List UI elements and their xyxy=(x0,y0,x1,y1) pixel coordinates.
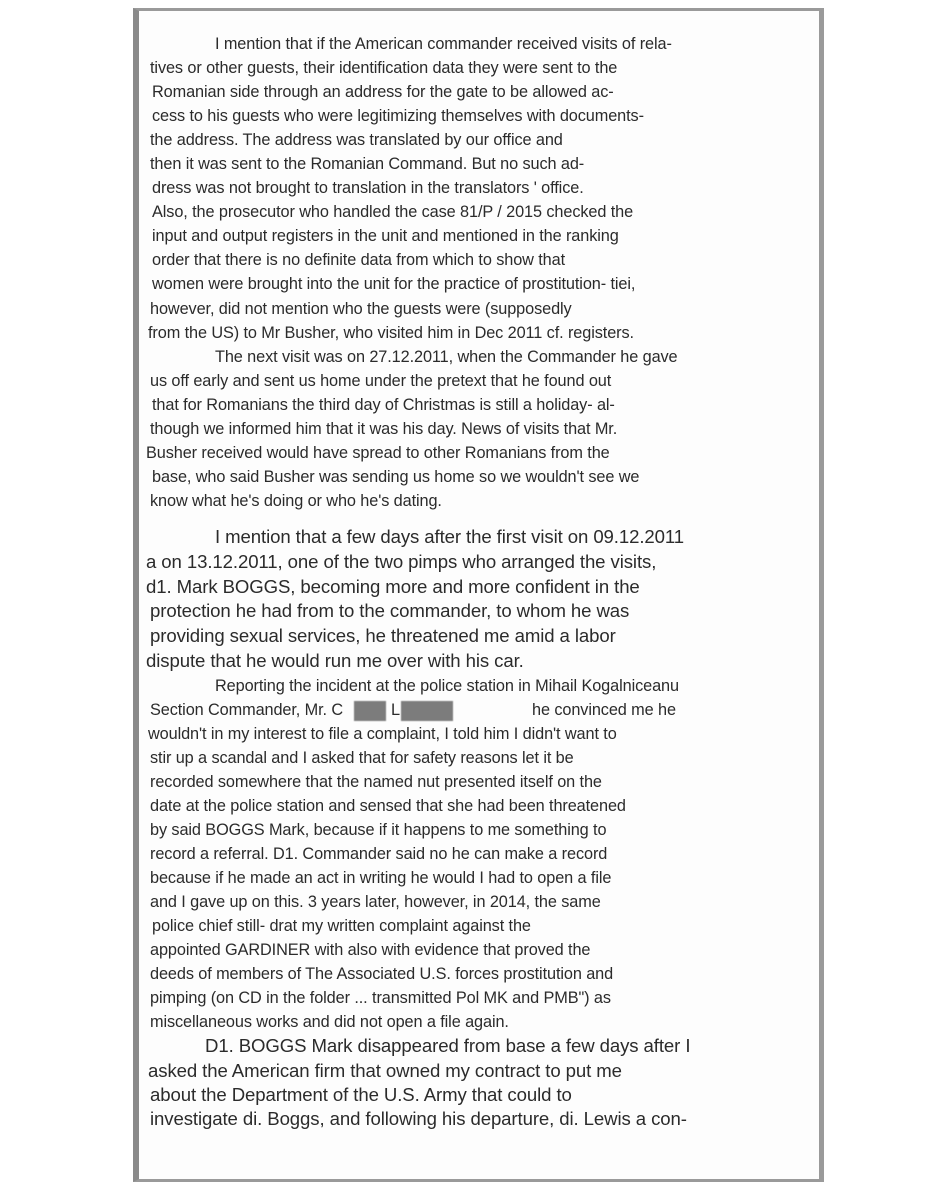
text-line: from the US) to Mr Busher, who visited him in Dec 2011 cf. registers. xyxy=(148,324,634,342)
text-line: then it was sent to the Romanian Command. But no such ad- xyxy=(150,155,585,173)
text-line: that for Romanians the third day of Christmas is still a holiday- al- xyxy=(152,396,615,414)
text-line: Also, the prosecutor who handled the case 81/P / 2015 checked the xyxy=(152,203,634,221)
text-line: wouldn't in my interest to file a complaint, I told him I didn't want to xyxy=(148,725,617,743)
text-line: however, did not mention who the guests were (supposedly xyxy=(150,300,572,318)
text-line: base, who said Busher was sending us home so we wouldn't see we xyxy=(152,468,640,486)
text-line: Section Commander, Mr. C xyxy=(150,701,344,719)
text-line: tives or other guests, their identification data they were sent to the xyxy=(150,59,618,77)
text-line: I mention that if the American commander received visits of rela- xyxy=(215,35,672,53)
text-line: because if he made an act in writing he would I had to open a file xyxy=(150,869,612,887)
text-line: recorded somewhere that the named nut presented itself on the xyxy=(150,773,602,791)
text-line: he convinced me he xyxy=(532,701,676,719)
text-line: I mention that a few days after the first visit on 09.12.2011 xyxy=(215,526,684,547)
text-line: Romanian side through an address for the gate to be allowed ac- xyxy=(152,83,614,101)
text-line: the address. The address was translated by our office and xyxy=(150,131,563,149)
redacted-initial: L xyxy=(391,701,400,719)
text-line: dispute that he would run me over with his car. xyxy=(146,650,524,671)
text-line: D1. BOGGS Mark disappeared from base a few days after I xyxy=(205,1035,691,1056)
text-line: Reporting the incident at the police station in Mihail Kogalniceanu xyxy=(215,677,679,695)
text-line: stir up a scandal and I asked that for safety reasons let it be xyxy=(150,749,574,767)
text-line: order that there is no definite data from which to show that xyxy=(152,251,566,269)
text-line: record a referral. D1. Commander said no he can make a record xyxy=(150,845,608,863)
text-line: providing sexual services, he threatened me amid a labor xyxy=(150,625,616,646)
text-line: women were brought into the unit for the practice of prostitution- tiei, xyxy=(152,275,636,293)
text-line: Busher received would have spread to other Romanians from the xyxy=(146,444,610,462)
text-line: appointed GARDINER with also with evidence that proved the xyxy=(150,941,591,959)
redaction-box xyxy=(401,701,453,721)
redaction-box xyxy=(354,701,386,721)
text-line: d1. Mark BOGGS, becoming more and more confident in the xyxy=(146,576,640,597)
text-line: police chief still- drat my written complaint against the xyxy=(152,917,531,935)
text-line: pimping (on CD in the folder ... transmitted Pol MK and PMB") as xyxy=(150,989,611,1007)
text-line: investigate di. Boggs, and following his departure, di. Lewis a con- xyxy=(150,1108,687,1129)
text-line: miscellaneous works and did not open a file again. xyxy=(150,1013,509,1031)
text-line: deeds of members of The Associated U.S. forces prostitution and xyxy=(150,965,614,983)
text-line: know what he's doing or who he's dating. xyxy=(150,492,442,510)
text-line: date at the police station and sensed that she had been threatened xyxy=(150,797,626,815)
text-line: input and output registers in the unit and mentioned in the ranking xyxy=(152,227,619,245)
text-line: a on 13.12.2011, one of the two pimps who arranged the visits, xyxy=(146,551,657,572)
text-line: us off early and sent us home under the pretext that he found out xyxy=(150,372,612,390)
text-line: asked the American firm that owned my contract to put me xyxy=(148,1060,622,1081)
text-line: about the Department of the U.S. Army that could to xyxy=(150,1084,572,1105)
text-line: The next visit was on 27.12.2011, when the Commander he gave xyxy=(215,348,678,366)
text-line: and I gave up on this. 3 years later, however, in 2014, the same xyxy=(150,893,601,911)
text-line: though we informed him that it was his day. News of visits that Mr. xyxy=(150,420,618,438)
text-line: dress was not brought to translation in the translators ' office. xyxy=(152,179,584,197)
text-line: protection he had from to the commander, to whom he was xyxy=(150,600,630,621)
text-line: cess to his guests who were legitimizing themselves with documents- xyxy=(152,107,644,125)
text-line: by said BOGGS Mark, because if it happens to me something to xyxy=(150,821,607,839)
